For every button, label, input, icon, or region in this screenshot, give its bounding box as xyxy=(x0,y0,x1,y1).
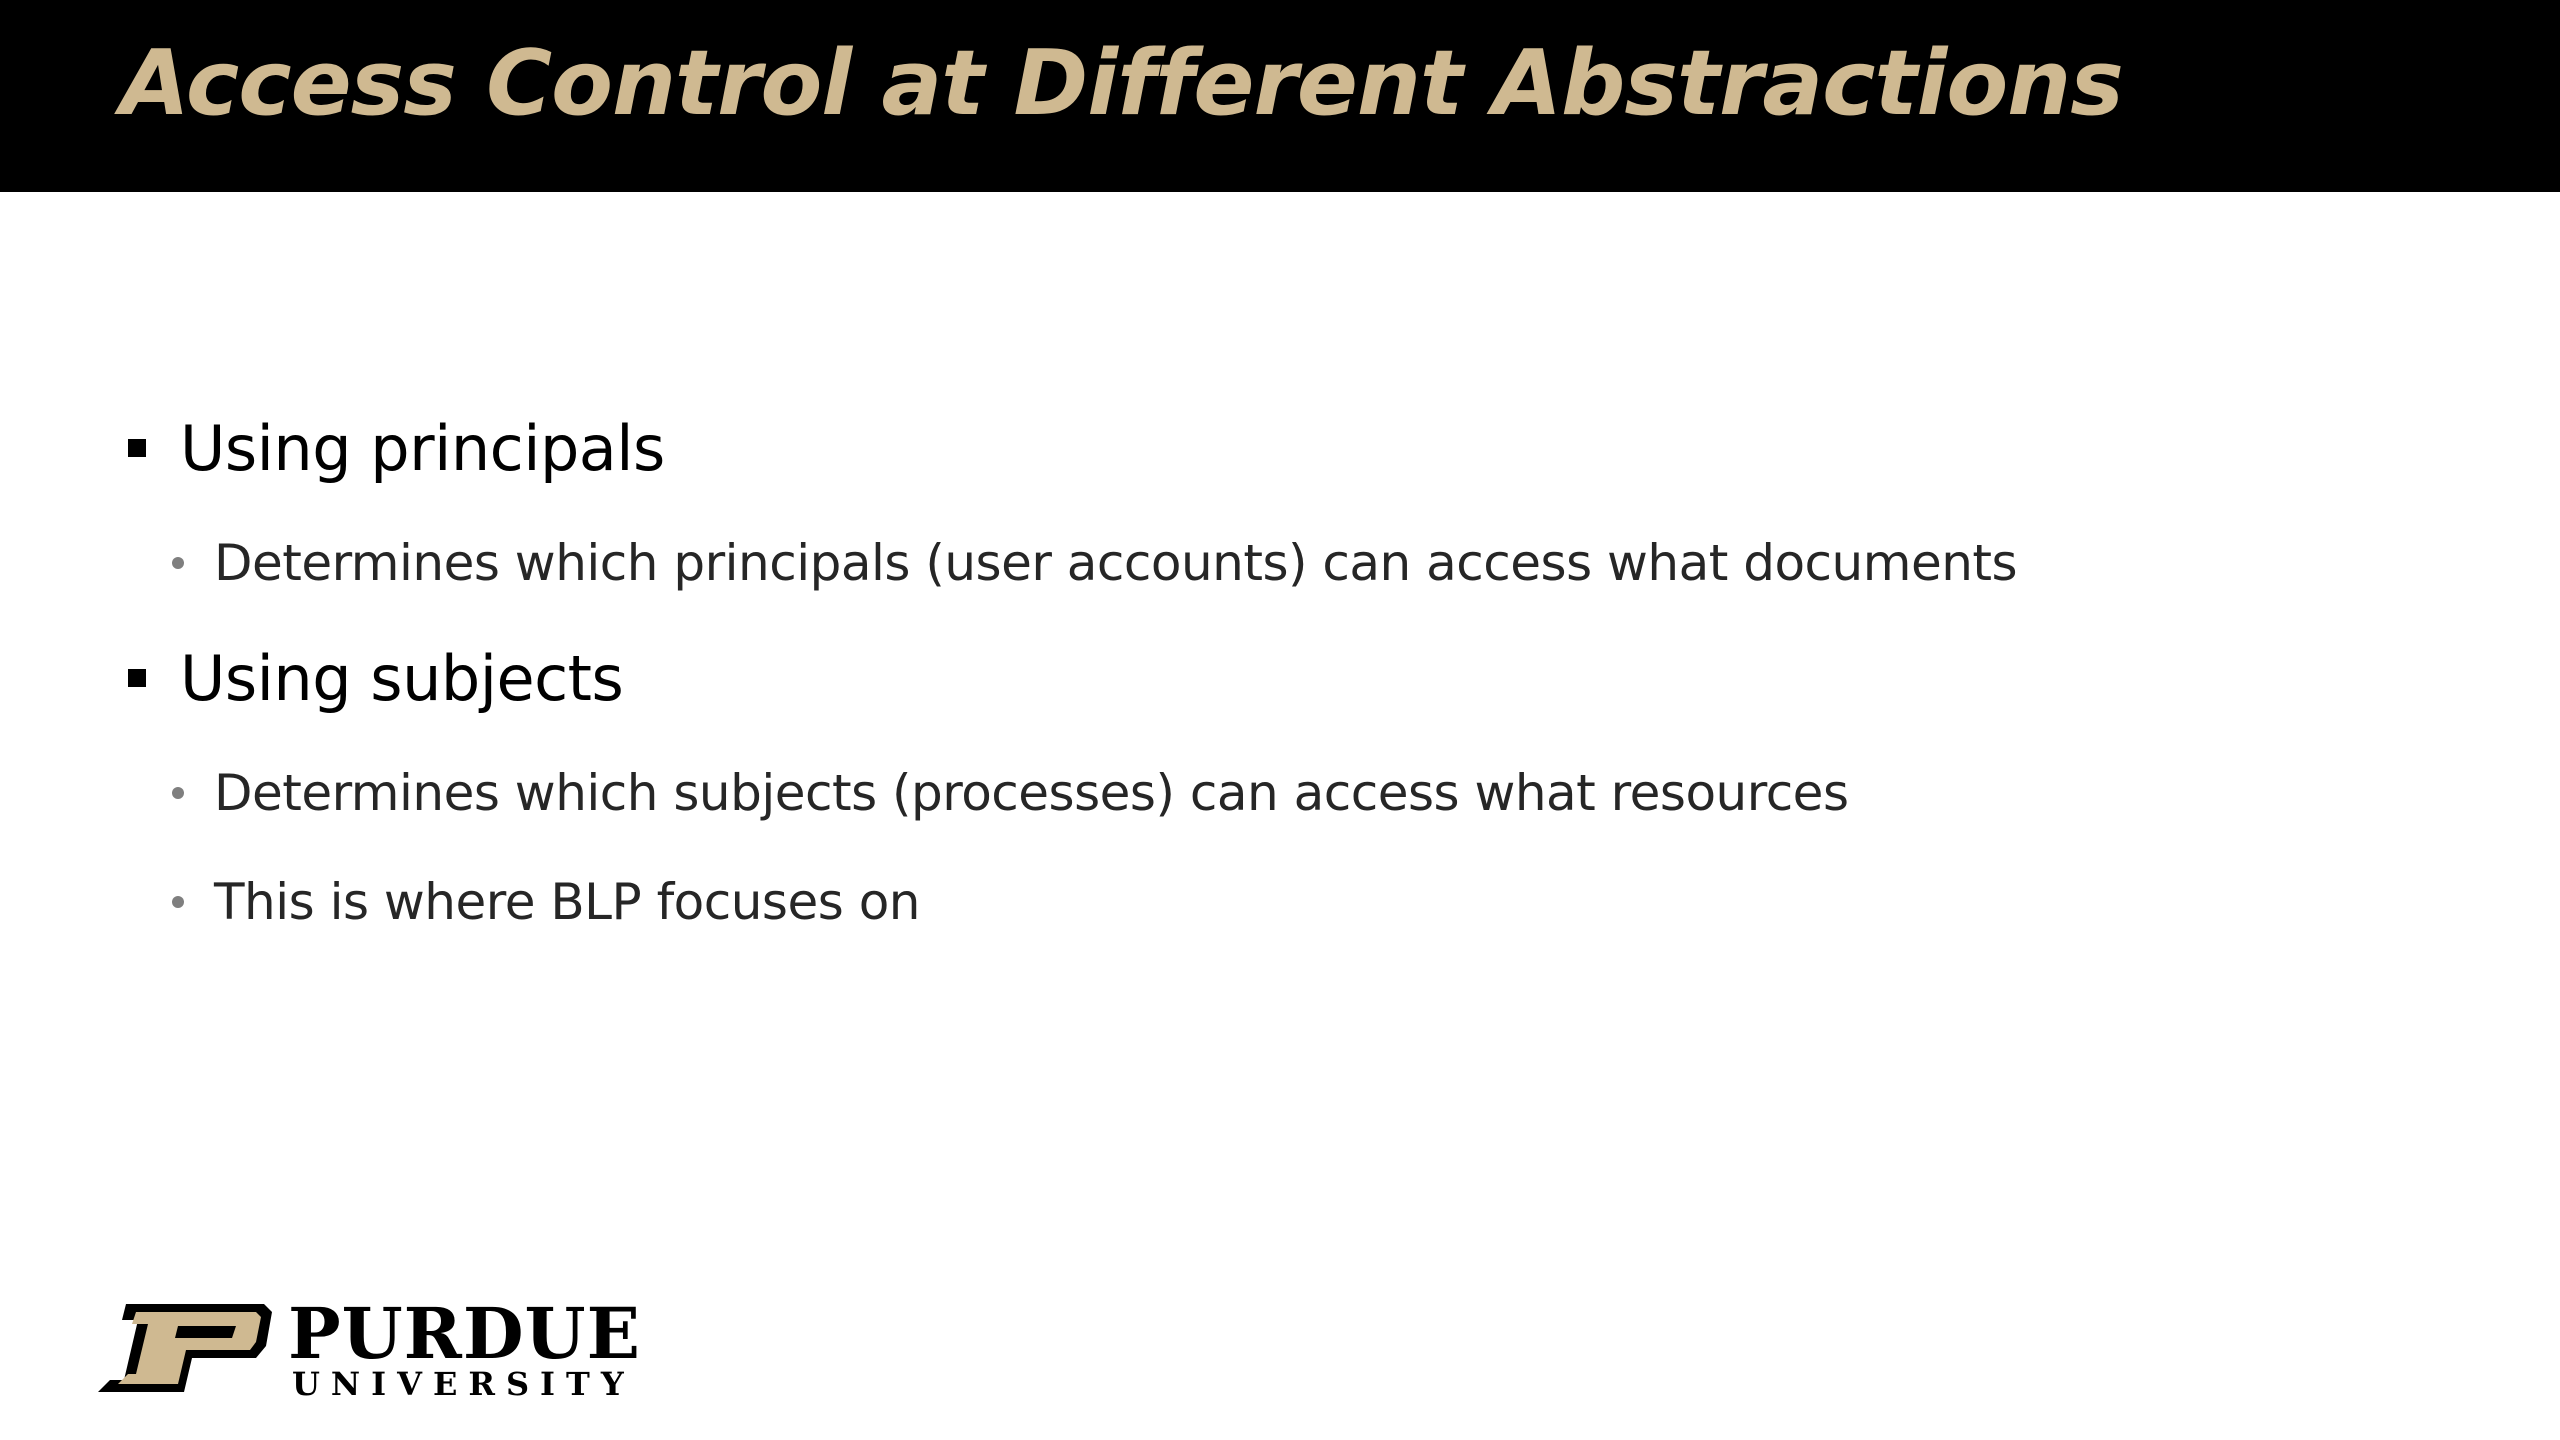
logo-subtext: UNIVERSITY xyxy=(292,1365,635,1403)
round-bullet-icon xyxy=(172,787,184,799)
bullet-using-principals xyxy=(128,408,665,488)
square-bullet-icon xyxy=(128,669,146,687)
round-bullet-icon xyxy=(172,557,184,569)
sub-bullet-text: This is where BLP focuses on xyxy=(214,873,920,931)
purdue-p-mark-icon xyxy=(96,1300,276,1400)
logo-wordmark: PURDUE xyxy=(288,1292,641,1375)
sub-bullet-principals-desc xyxy=(172,528,2017,598)
square-bullet-icon xyxy=(128,439,146,457)
purdue-logo xyxy=(96,1292,641,1410)
bullet-text: Using principals xyxy=(180,411,665,485)
bullet-using-subjects xyxy=(128,638,623,718)
sub-bullet-text: Determines which principals (user accounts) can access what documents xyxy=(214,534,2018,592)
sub-bullet-subjects-desc xyxy=(172,758,1849,828)
slide-title: Access Control at Different Abstractions xyxy=(120,31,2123,136)
round-bullet-icon xyxy=(172,896,184,908)
bullet-text: Using subjects xyxy=(180,641,624,715)
sub-bullet-text: Determines which subjects (processes) can access what resources xyxy=(214,764,1849,822)
sub-bullet-blp-focus xyxy=(172,867,920,937)
